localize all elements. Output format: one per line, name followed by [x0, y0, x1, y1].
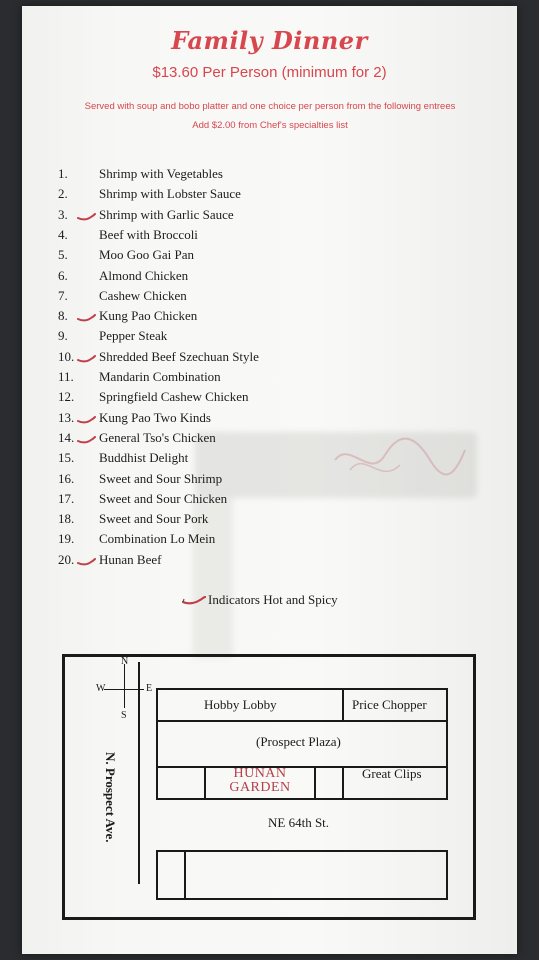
chili-pepper-icon [76, 314, 96, 322]
item-number: 10. [58, 348, 75, 364]
list-item [0, 410, 539, 430]
list-item [0, 247, 539, 267]
label-ne-64th-st: NE 64th St. [268, 815, 330, 830]
compass-ew-line [104, 689, 144, 690]
item-name: Shredded Beef Szechuan Style [99, 348, 259, 364]
item-number: 15. [58, 450, 75, 466]
item-number: 6. [58, 267, 68, 283]
item-number: 12. [58, 389, 75, 405]
item-number: 18. [58, 511, 75, 527]
item-number: 13. [58, 409, 75, 425]
item-name: Sweet and Sour Pork [99, 511, 209, 527]
served-with-note: Served with soup and bobo platter and one choice per person from the following entrees [84, 101, 456, 112]
chili-pepper-icon [76, 416, 96, 424]
item-name: Beef with Broccoli [99, 226, 198, 242]
item-name: Cashew Chicken [99, 287, 187, 303]
item-number: 4. [58, 226, 68, 242]
list-item [0, 491, 539, 511]
south-block-divider [156, 850, 186, 900]
item-number: 9. [58, 328, 68, 344]
label-garden: GARDEN [229, 780, 291, 795]
label-great-clips: Great Clips [362, 766, 422, 781]
label-hobby-lobby: Hobby Lobby [204, 697, 277, 712]
menu-title: Family Dinner [171, 26, 368, 55]
chili-pepper-icon [76, 213, 96, 221]
item-name: Moo Goo Gai Pan [99, 247, 194, 263]
item-number: 2. [58, 186, 68, 202]
item-number: 1. [58, 166, 68, 181]
price-line: $13.60 Per Person (minimum for 2) [152, 64, 387, 81]
item-number: 8. [58, 308, 68, 324]
list-item [0, 207, 539, 227]
list-item [0, 450, 539, 470]
list-item [0, 430, 539, 450]
item-name: Springfield Cashew Chicken [99, 389, 249, 405]
legend-text: Indicators Hot and Spicy [208, 592, 338, 607]
storefront-unit [314, 766, 344, 800]
item-name: Shrimp with Garlic Sauce [99, 206, 234, 222]
list-item [0, 288, 539, 308]
item-name: Combination Lo Mein [99, 531, 216, 547]
chili-pepper-icon [76, 558, 96, 566]
list-item [0, 328, 539, 348]
item-name: Sweet and Sour Chicken [99, 490, 228, 506]
item-number: 19. [58, 531, 75, 547]
compass-south: S [121, 710, 127, 721]
item-name: Hunan Beef [99, 551, 162, 567]
item-number: 20. [58, 551, 75, 567]
list-item [0, 369, 539, 389]
item-number: 14. [58, 429, 75, 445]
compass-ns-line [124, 664, 125, 708]
storefront-unit [156, 766, 206, 800]
item-name: Shrimp with Vegetables [99, 166, 223, 181]
item-name: Mandarin Combination [99, 369, 221, 384]
list-item [0, 186, 539, 206]
item-name: Buddhist Delight [99, 450, 189, 466]
label-price-chopper: Price Chopper [352, 697, 427, 712]
list-item [0, 471, 539, 491]
list-item [0, 349, 539, 369]
item-number: 5. [58, 247, 68, 263]
list-item [0, 511, 539, 531]
add-on-note: Add $2.00 from Chef's specialties list [192, 120, 348, 131]
list-item [0, 308, 539, 328]
item-name: Kung Pao Chicken [99, 308, 198, 324]
item-name: Kung Pao Two Kinds [99, 409, 211, 425]
item-name: Shrimp with Lobster Sauce [99, 186, 241, 202]
list-item [0, 531, 539, 551]
list-item [0, 166, 539, 186]
chili-pepper-icon [182, 596, 206, 605]
label-prospect-plaza: (Prospect Plaza) [256, 734, 341, 749]
list-item [0, 552, 539, 572]
item-number: 16. [58, 470, 75, 486]
item-number: 17. [58, 490, 75, 506]
south-block [156, 850, 448, 900]
compass-west: W [96, 683, 106, 694]
item-number: 7. [58, 287, 68, 303]
item-name: Sweet and Sour Shrimp [99, 470, 223, 486]
list-item [0, 268, 539, 288]
compass-north: N [121, 656, 129, 667]
list-item [0, 227, 539, 247]
street-prospect-ave: N. Prospect Ave. [103, 752, 118, 843]
item-name: Pepper Steak [99, 328, 168, 344]
item-name: General Tso's Chicken [99, 429, 216, 445]
list-item [0, 389, 539, 409]
item-number: 11. [58, 369, 74, 384]
label-hunan: HUNAN [233, 766, 287, 781]
label-hunan-garden [206, 767, 314, 795]
chili-pepper-icon [76, 436, 96, 444]
compass-east: E [146, 683, 153, 694]
chili-pepper-icon [76, 355, 96, 363]
item-name: Almond Chicken [99, 267, 189, 283]
item-number: 3. [58, 206, 68, 222]
